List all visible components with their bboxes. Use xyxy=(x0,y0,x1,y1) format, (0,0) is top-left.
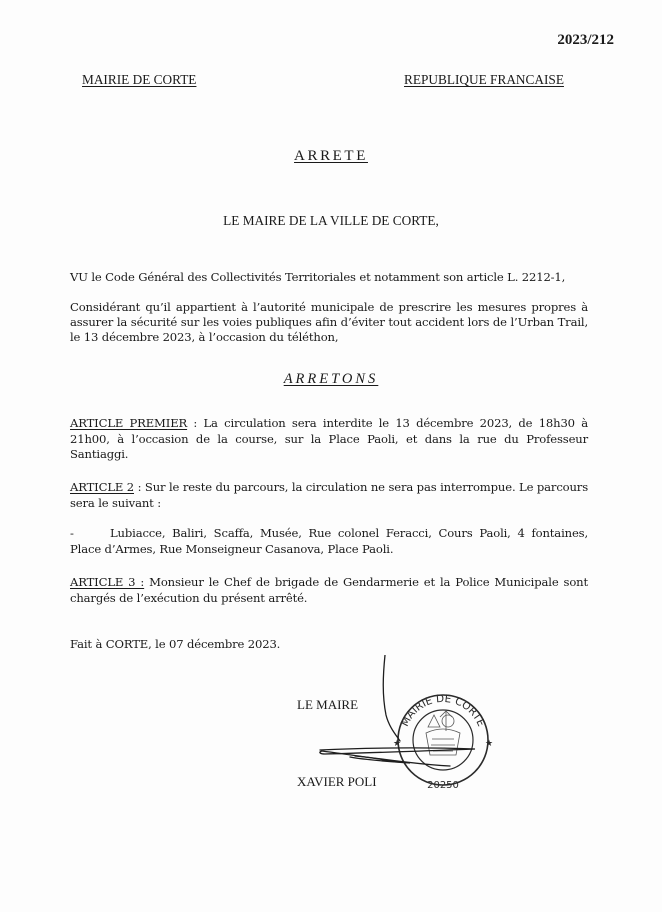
document-reference: 2023/212 xyxy=(557,32,614,48)
article-2 xyxy=(70,480,588,511)
article-label: ARTICLE 2 xyxy=(70,480,134,494)
route-list-item xyxy=(70,526,588,557)
star-icon: ★ xyxy=(392,738,402,748)
signatory-name: XAVIER POLI xyxy=(297,774,377,789)
article-separator: : xyxy=(134,480,145,494)
stamp-bottom-text: 20250 xyxy=(427,780,459,791)
signature-and-stamp xyxy=(300,655,510,805)
place-and-date: Fait à CORTE, le 07 décembre 2023. xyxy=(70,637,281,651)
article-premier xyxy=(70,416,588,463)
official-stamp xyxy=(393,693,493,791)
article-separator: : xyxy=(187,416,204,430)
article-text: La circulation sera interdite le 13 décembre 2023, de 18h30 à 21h00, à l’occasion de la course, sur la Place Paoli, et dans la rue du Professeur Santiaggi. xyxy=(70,416,588,461)
stamp-inner-ring xyxy=(413,710,473,770)
route-text: Lubiacce, Baliri, Scaffa, Musée, Rue colonel Feracci, Cours Paoli, 4 fontaines, Place d’Armes, Rue Monseigneur Casanova, Place Paoli. xyxy=(70,526,588,556)
article-3 xyxy=(70,575,588,606)
list-bullet: - xyxy=(70,526,74,540)
preamble-vu: VU le Code Général des Collectivités Territoriales et notamment son article L. 2212-1, xyxy=(70,270,566,284)
issuer: LE MAIRE DE LA VILLE DE CORTE, xyxy=(223,213,439,228)
handwritten-signature xyxy=(320,655,475,766)
article-text: Sur le reste du parcours, la circulation ne sera pas interrompue. Le parcours sera le suivant : xyxy=(70,480,588,510)
header-mairie: MAIRIE DE CORTE xyxy=(82,72,197,87)
preamble-considerant: Considérant qu’il appartient à l’autorité municipale de prescrire les mesures propres à assurer la sécurité sur les voies publiques afin d’éviter tout accident lors de l’Urban Trail, le 13 décembre 2023, à l’occasion du téléthon, xyxy=(70,300,588,344)
article-label: ARTICLE PREMIER xyxy=(70,416,188,430)
signatory-title: LE MAIRE xyxy=(297,697,359,712)
star-icon: ★ xyxy=(484,738,494,748)
article-text: Monsieur le Chef de brigade de Gendarmerie et la Police Municipale sont chargés de l’exécution du présent arrêté. xyxy=(70,575,588,605)
stamp-top-text: MAIRIE DE CORTE xyxy=(398,692,488,729)
header-republique: REPUBLIQUE FRANCAISE xyxy=(404,72,564,87)
arretons-heading: ARRETONS xyxy=(283,371,379,387)
article-label: ARTICLE 3 : xyxy=(70,575,145,589)
document-title: ARRETE xyxy=(294,148,368,164)
